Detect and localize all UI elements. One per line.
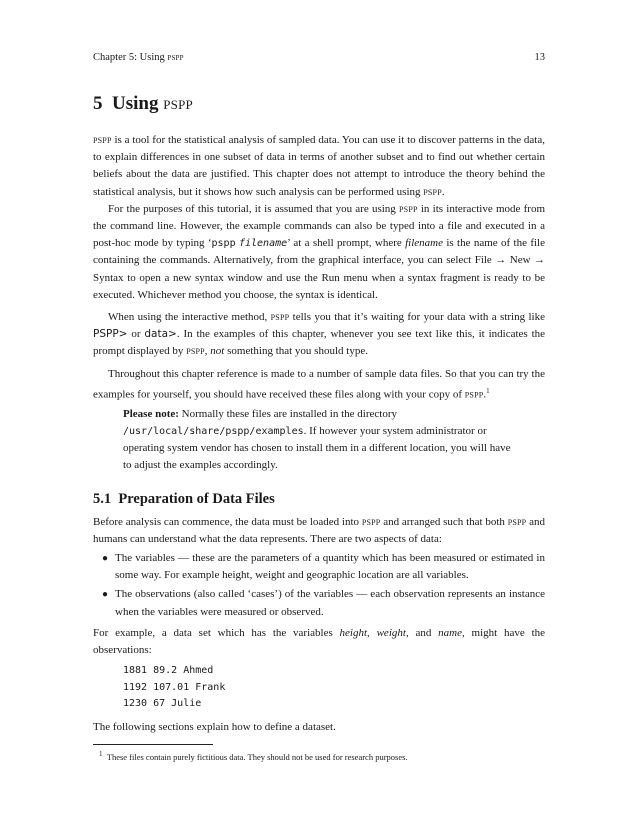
header-page-number: 13 — [534, 52, 545, 63]
footnote-reference[interactable]: 1 — [486, 386, 490, 395]
note-block: Please note: Normally these files are installed in the directory /usr/local/share/pspp/examples. If however your system administrator or operating system vendor has chosen to install them in a different location, you will have to adjust the examples accordingly. — [123, 407, 511, 472]
header-chapter: Chapter 5: Using pspp — [93, 52, 184, 63]
footnote: $^1$ These files contain purely fictitious data. They should not be used for research purposes. — [99, 749, 408, 762]
bullet-icon: ● — [102, 589, 109, 601]
paragraph-tutorial: For the purposes of this tutorial, it is assumed that you are using pspp in its interactive mode from the command line. However, the example commands can also be typed into a file and executed in a post-hoc mode by typing ‘pspp filename’ at a shell prompt, where filename is the name of the file containing the commands. Alternatively, from the graphical interface, you can select File → New → Syntax to open a new syntax window and use the Run menu when a syntax fragment is ready to be executed. Whichever method you choose, the syntax is identical. — [93, 202, 545, 301]
paragraph-data-aspects: Before analysis can commence, the data must be loaded into pspp and arranged such that both pspp and humans can understand what the data represents. There are two aspects of data: — [93, 515, 545, 545]
list-item: ● The variables — these are the parameters of a quantity which has been measured or estimated in some way. For example height, weight and geographic location are all variables. — [102, 551, 545, 582]
main-content — [93, 93, 545, 763]
examples-path: /usr/local/share/pspp/examples — [123, 425, 304, 437]
note-label: Please note: — [123, 407, 179, 420]
example-line: 1881 89.2 Ahmed — [123, 665, 214, 677]
paragraph-prompt: When using the interactive method, pspp tells you that it’s waiting for your data with a string like PSPP> or data>. In the examples of this chapter, whenever you see text like this, it indicates the prompt displayed by pspp, not something that you should type. — [93, 311, 546, 358]
footnote-rule — [93, 744, 213, 745]
section-title: 5.1 Preparation of Data Files — [93, 490, 275, 507]
chapter-title: 5 Using pspp — [93, 93, 193, 114]
bullet-icon: ● — [102, 552, 109, 564]
example-line: 1230 67 Julie — [123, 698, 202, 710]
paragraph-closing: The following sections explain how to define a dataset. — [93, 720, 336, 733]
example-observations — [123, 663, 545, 713]
list-item: ● The observations (also called ‘cases’) of the variables — each observation represents an instance when the variables were measured or observed. — [102, 588, 545, 618]
aspects-list — [93, 550, 545, 621]
paragraph-sample-files: Throughout this chapter reference is made to a number of sample data files. So that you can try the examples for yourself, you should have received these files along with your copy of pspp.$^1$ — [93, 367, 545, 401]
paragraph-example-intro: For example, a data set which has the variables height, weight, and name, might have the observations: — [93, 626, 546, 656]
paragraph-intro: pspp is a tool for the statistical analysis of sampled data. You can use it to discover patterns in the data, to explain differences in one subset of data in terms of another subset and to find out whether certain beliefs about the data are justified. This chapter does not attempt to introduce the theory behind the statistical analysis, but it shows how such analysis can be performed using pspp. — [93, 134, 545, 198]
running-header — [93, 52, 545, 63]
example-line: 1192 107.01 Frank — [123, 681, 226, 693]
